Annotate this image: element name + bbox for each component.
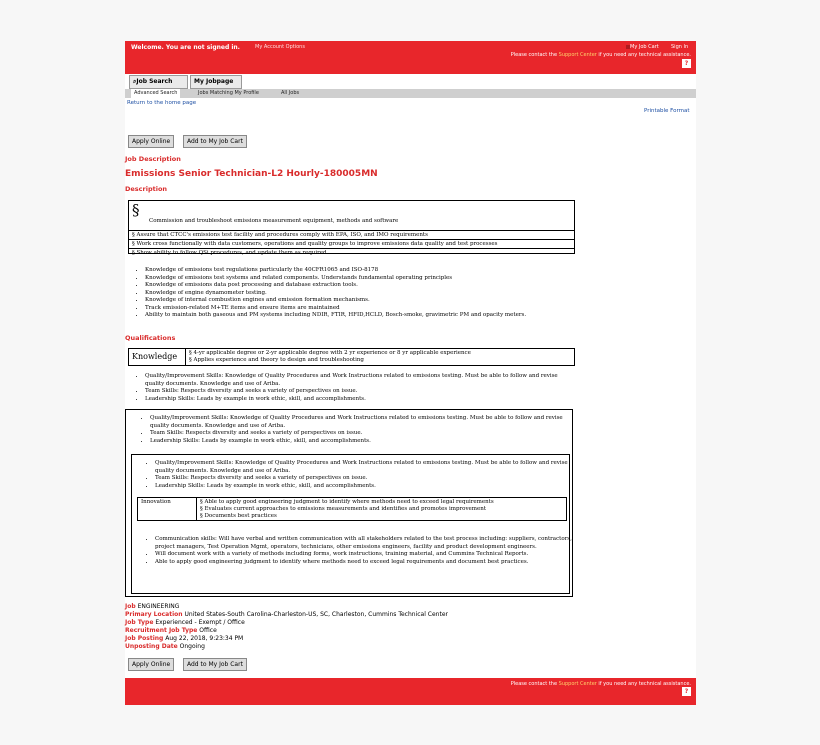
page bbox=[125, 41, 696, 705]
tab-my-jobpage[interactable]: My Jobpage bbox=[190, 75, 242, 89]
list-item: • Knowledge of emissions data post processing and database extraction tools. bbox=[145, 282, 575, 290]
help-icon[interactable]: ? bbox=[682, 687, 691, 696]
list-item: • Knowledge of emissions test regulations particularly the 40CFR1065 and ISO-8178 bbox=[145, 267, 575, 275]
inner-skills-box bbox=[131, 454, 570, 594]
list-item: • Ability to maintain both gaseous and PM systems including NDIR, FTIR, HFID,HCLD, Bosch-smoke, gravimetric PM and opacity meters. bbox=[145, 312, 575, 320]
help-icon[interactable]: ? bbox=[682, 59, 691, 68]
top-banner bbox=[125, 41, 696, 74]
list-item: • Team Skills: Respects diversity and seeks a variety of perspectives on issue. bbox=[150, 430, 570, 438]
apply-online-button[interactable]: Apply Online bbox=[128, 135, 174, 148]
section-symbol: § bbox=[132, 201, 140, 219]
return-home-link[interactable]: Return to the home page bbox=[127, 100, 197, 106]
meta-job-type: Job Type Experienced - Exempt / Office bbox=[125, 619, 245, 626]
list-item: • Able to apply good engineering judgment to identify where methods need to exceed legal requirements and document best practices. bbox=[155, 559, 573, 567]
subtab-all-jobs[interactable]: All Jobs bbox=[281, 90, 300, 96]
innovation-req: § Able to apply good engineering judgment to identify where methods need to exceed legal requirements bbox=[200, 499, 494, 505]
innovation-req: § Evaluates current approaches to emissions measurements and identifies and promotes improvement bbox=[200, 506, 487, 512]
list-item: • Team Skills: Respects diversity and seeks a variety of perspectives on issue. bbox=[145, 388, 575, 396]
meta-recruitment-type: Recruitment Job Type Office bbox=[125, 627, 217, 634]
subtab-advanced-search[interactable]: Advanced Search bbox=[131, 89, 180, 98]
list-item: • Quality/Improvement Skills: Knowledge of Quality Procedures and Work Instructions related to emissions testing. Must be able to follow and revise quality documents. Knowledge and use of Ariba. bbox=[150, 415, 570, 430]
list-item: • Leadership Skills: Leads by example in work ethic, skill, and accomplishments. bbox=[150, 438, 570, 446]
list-item: • Team Skills: Respects diversity and seeks a variety of perspectives on issue. bbox=[155, 475, 575, 483]
qualifications-heading: Qualifications bbox=[125, 334, 176, 342]
innovation-label: Innovation bbox=[141, 499, 171, 505]
list-item: • Will document work with a variety of methods including forms, work instructions, training material, and Cummins Technical Reports. bbox=[155, 551, 573, 559]
meta-primary-location: Primary Location United States-South Carolina-Charleston-US, SC, Charleston, Cummins Technical Center bbox=[125, 611, 448, 618]
description-box bbox=[128, 200, 575, 254]
support-contact-text: Please contact the Support Center if you need any technical assistance. bbox=[510, 52, 691, 58]
support-center-link[interactable]: Support Center bbox=[558, 52, 597, 58]
job-title: Emissions Senior Technician-L2 Hourly-180005MN bbox=[125, 169, 378, 179]
innovation-table bbox=[137, 497, 567, 521]
desc-line: § Work cross functionally with data customers, operations and quality groups to improve emissions data quality and test processes bbox=[129, 239, 574, 248]
job-cart-link[interactable]: My Job Cart bbox=[630, 44, 659, 50]
magnifier-icon: ⌕ bbox=[133, 78, 137, 85]
list-item: • Knowledge of emissions test systems and related components. Understands fundamental operating principles bbox=[145, 275, 575, 283]
skills-list-inner bbox=[135, 460, 575, 490]
apply-online-button[interactable]: Apply Online bbox=[128, 658, 174, 671]
support-contact-text: Please contact the Support Center if you need any technical assistance. bbox=[510, 681, 691, 687]
job-description-heading: Job Description bbox=[125, 155, 181, 163]
skills-list bbox=[125, 373, 575, 403]
list-item: • Leadership Skills: Leads by example in work ethic, skill, and accomplishments. bbox=[145, 396, 575, 404]
add-to-cart-button[interactable]: Add to My Job Cart bbox=[183, 658, 247, 671]
list-item: • Leadership Skills: Leads by example in work ethic, skill, and accomplishments. bbox=[155, 483, 575, 491]
list-item: • Quality/Improvement Skills: Knowledge of Quality Procedures and Work Instructions related to emissions testing. Must be able to follow and revise quality documents. Knowledge and use of Ariba. bbox=[145, 373, 575, 388]
support-center-link[interactable]: Support Center bbox=[558, 681, 597, 687]
innovation-req: § Documents best practices bbox=[200, 513, 277, 519]
bottom-banner bbox=[125, 678, 696, 705]
description-heading: Description bbox=[125, 185, 168, 193]
sub-tabs bbox=[125, 89, 696, 98]
skills-list-nested bbox=[130, 415, 570, 445]
desc-line: § Show ability to follow QSi procedures, and update them as required bbox=[129, 248, 574, 257]
list-item: • Communication skills: Will have verbal and written communication with all stakeholders related to the test process including: suppliers, contractors, project managers, Test Operation Mgmt, operators, technicians, other emissions engineers, facility and product development engineers. bbox=[155, 536, 573, 551]
sign-in-link[interactable]: Sign In bbox=[671, 44, 689, 50]
knowledge-label: Knowledge bbox=[132, 352, 178, 361]
knowledge-list bbox=[125, 267, 575, 320]
add-to-cart-button[interactable]: Add to My Job Cart bbox=[183, 135, 247, 148]
desc-first-line: Commission and troubleshoot emissions measurement equipment, methods and software bbox=[149, 218, 399, 224]
list-item: • Knowledge of internal combustion engines and emission formation mechanisms. bbox=[145, 297, 575, 305]
meta-job-posting: Job Posting Aug 22, 2018, 9:23:34 PM bbox=[125, 635, 244, 642]
outer-skills-box bbox=[125, 409, 573, 597]
printable-format-link[interactable]: Printable Format bbox=[644, 108, 690, 114]
desc-line: § Assure that CTCC's emissions test facility and procedures comply with EPA, ISO, and IMO requirements bbox=[129, 230, 574, 239]
list-item: • Knowledge of engine dynamometer testing. bbox=[145, 290, 575, 298]
knowledge-req: § 4-yr applicable degree or 2-yr applicable degree with 2 yr experience or 8 yr applicable experience bbox=[189, 350, 471, 356]
meta-job: Job ENGINEERING bbox=[125, 603, 180, 610]
list-item: • Quality/Improvement Skills: Knowledge of Quality Procedures and Work Instructions related to emissions testing. Must be able to follow and revise quality documents. Knowledge and use of Ariba. bbox=[155, 460, 575, 475]
subtab-jobs-matching[interactable]: Jobs Matching My Profile bbox=[198, 90, 259, 96]
tab-job-search[interactable]: ⌕Job Search bbox=[129, 75, 188, 89]
list-item: • Track emission-related M+TE items and ensure items are maintained bbox=[145, 305, 575, 313]
account-options-link[interactable]: My Account Options bbox=[255, 44, 305, 50]
meta-unposting-date: Unposting Date Ongoing bbox=[125, 643, 205, 650]
communication-list bbox=[135, 536, 573, 566]
knowledge-req: § Applies experience and theory to design and troubleshooting bbox=[189, 357, 364, 363]
knowledge-table bbox=[128, 348, 575, 366]
welcome-text: Welcome. You are not signed in. bbox=[131, 44, 240, 51]
